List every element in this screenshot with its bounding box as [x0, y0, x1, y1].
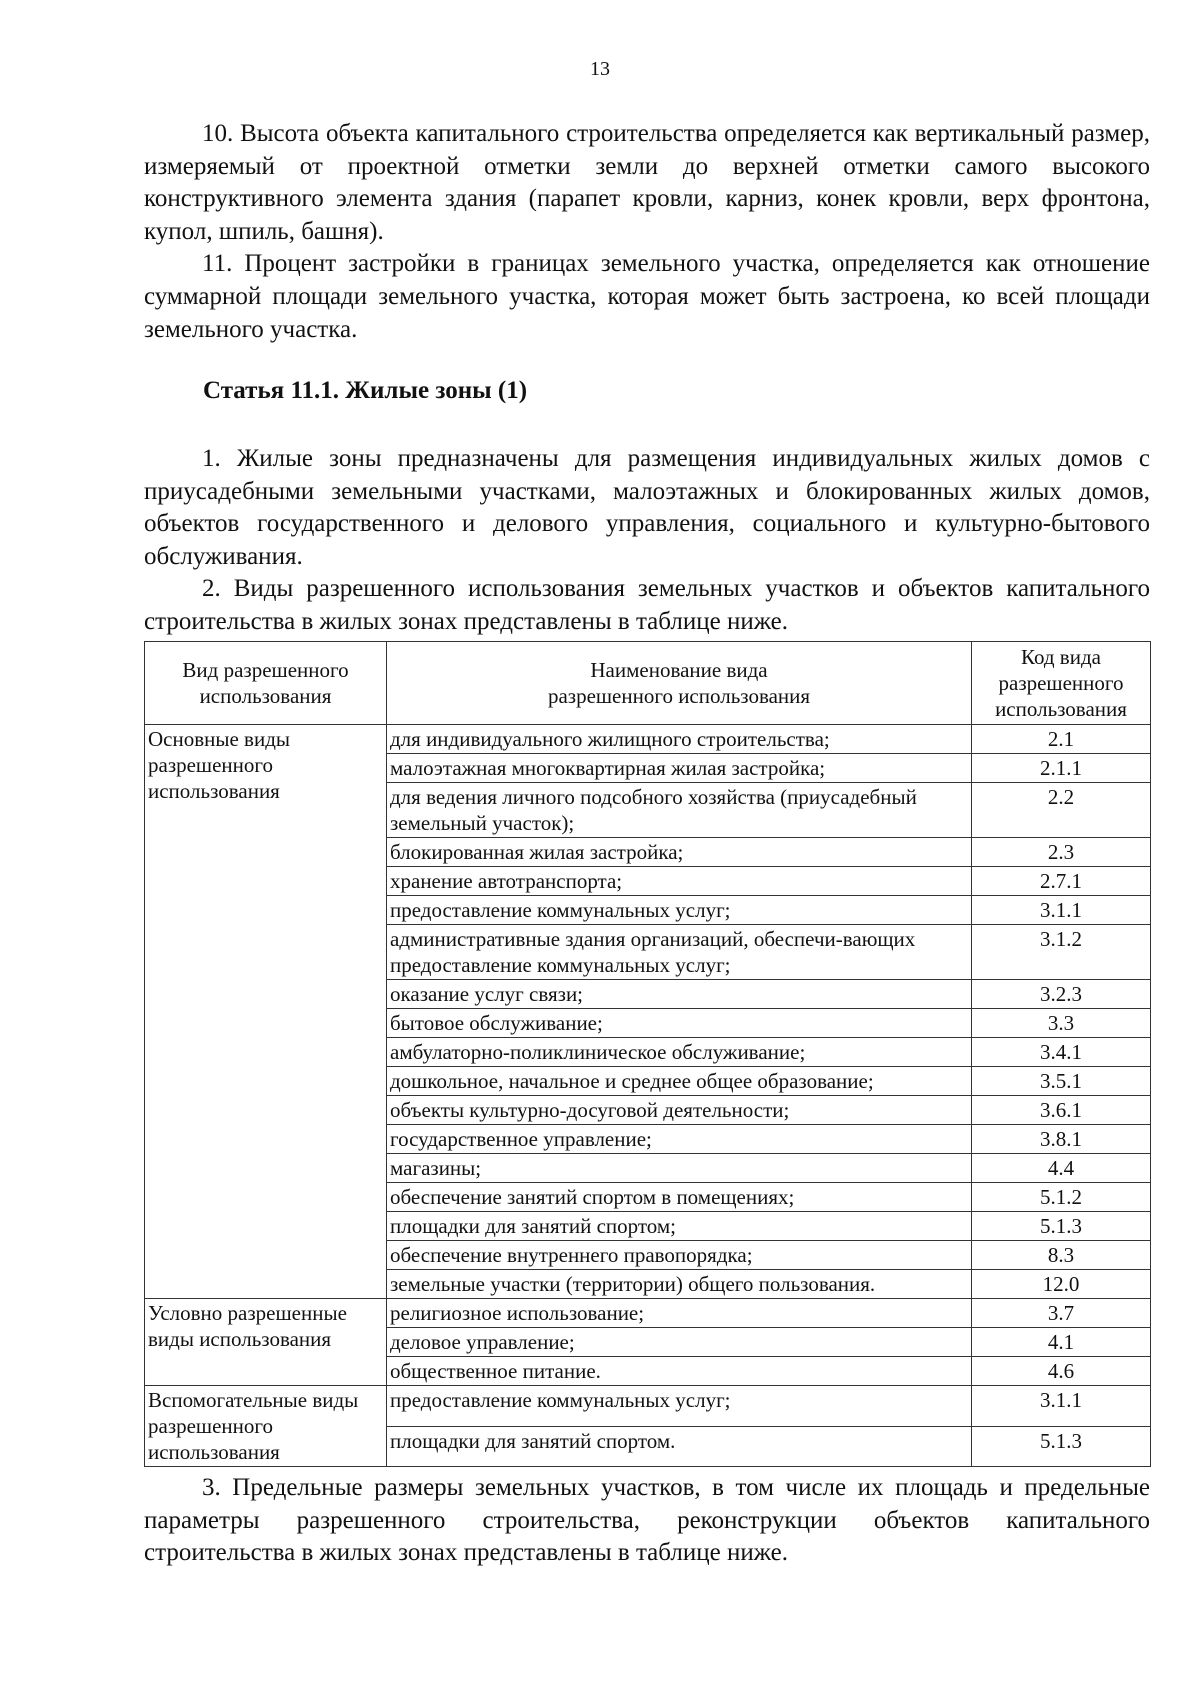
header-use-name-line2: разрешенного использования — [547, 684, 811, 708]
use-name-cell: хранение автотранспорта; — [387, 867, 972, 896]
use-code-cell: 3.1.1 — [972, 896, 1151, 925]
article-heading: Статья 11.1. Жилые зоны (1) — [203, 377, 528, 404]
use-code-cell: 3.1.2 — [972, 925, 1151, 980]
table-body — [145, 725, 1151, 1467]
use-group-label: Основные виды разрешенного использования — [145, 725, 387, 1299]
article-paragraphs — [144, 443, 1150, 639]
table-row — [145, 1386, 1151, 1427]
use-code-cell: 5.1.3 — [972, 1426, 1151, 1467]
paragraph-10: 10. Высота объекта капитального строительства определяется как вертикальный размер, измеряемый от проектной отметки земли до верхней отметки самого высокого конструктивного элемента здания (парапет кровли, карниз, конек кровли, верх фронтона, купол, шпиль, башня). — [144, 120, 1150, 245]
use-code-cell: 12.0 — [972, 1270, 1151, 1299]
use-code-cell: 2.7.1 — [972, 867, 1151, 896]
use-name-cell: оказание услуг связи; — [387, 980, 972, 1009]
table-header-row — [145, 642, 1151, 725]
use-code-cell: 3.2.3 — [972, 980, 1151, 1009]
use-code-cell: 2.1 — [972, 725, 1151, 754]
use-name-cell: общественное питание. — [387, 1357, 972, 1386]
use-name-cell: деловое управление; — [387, 1328, 972, 1357]
header-use-code: Код вида разрешенного использования — [972, 642, 1151, 725]
page-number: 13 — [590, 58, 610, 80]
use-name-cell: амбулаторно-поликлиническое обслуживание; — [387, 1038, 972, 1067]
use-name-cell: площадки для занятий спортом; — [387, 1212, 972, 1241]
use-code-cell: 2.3 — [972, 838, 1151, 867]
closing-paragraph-block — [144, 1472, 1150, 1570]
use-code-cell: 4.4 — [972, 1154, 1151, 1183]
use-name-cell: площадки для занятий спортом. — [387, 1426, 972, 1467]
use-code-cell: 3.6.1 — [972, 1096, 1151, 1125]
use-name-cell: блокированная жилая застройка; — [387, 838, 972, 867]
use-code-cell: 3.7 — [972, 1299, 1151, 1328]
use-name-cell: предоставление коммунальных услуг; — [387, 896, 972, 925]
table-row — [145, 1299, 1151, 1328]
use-name-cell: дошкольное, начальное и среднее общее образование; — [387, 1067, 972, 1096]
use-code-cell: 3.8.1 — [972, 1125, 1151, 1154]
paragraph-3: 3. Предельные размеры земельных участков, в том числе их площадь и предельные параметры разрешенного строительства, реконструкции объектов капитального строительства в жилых зонах представлены в таблице ниже. — [144, 1474, 1150, 1567]
use-code-cell: 8.3 — [972, 1241, 1151, 1270]
header-use-name — [387, 642, 972, 725]
use-code-cell: 5.1.2 — [972, 1183, 1151, 1212]
use-name-cell: религиозное использование; — [387, 1299, 972, 1328]
table-row — [145, 725, 1151, 754]
use-code-cell: 2.2 — [972, 783, 1151, 838]
use-name-cell: государственное управление; — [387, 1125, 972, 1154]
paragraph-11: 11. Процент застройки в границах земельного участка, определяется как отношение суммарной площади земельного участка, которая может быть застроена, ко всей площади земельного участка. — [144, 250, 1150, 343]
permitted-uses-table — [144, 641, 1151, 1467]
use-name-cell: для индивидуального жилищного строительства; — [387, 725, 972, 754]
use-name-cell: объекты культурно-досуговой деятельности; — [387, 1096, 972, 1125]
use-code-cell: 4.6 — [972, 1357, 1151, 1386]
use-name-cell: малоэтажная многоквартирная жилая застройка; — [387, 754, 972, 783]
use-code-cell: 3.5.1 — [972, 1067, 1151, 1096]
article-paragraph-2: 2. Виды разрешенного использования земельных участков и объектов капитального строительства в жилых зонах представлены в таблице ниже. — [144, 575, 1150, 635]
use-group-label: Вспомогательные виды разрешенного использования — [145, 1386, 387, 1467]
use-name-cell: обеспечение занятий спортом в помещениях; — [387, 1183, 972, 1212]
use-name-cell: обеспечение внутреннего правопорядка; — [387, 1241, 972, 1270]
use-name-cell: бытовое обслуживание; — [387, 1009, 972, 1038]
use-name-cell: предоставление коммунальных услуг; — [387, 1386, 972, 1427]
use-code-cell: 4.1 — [972, 1328, 1151, 1357]
use-name-cell: административные здания организаций, обеспечи-вающих предоставление коммунальных услуг; — [387, 925, 972, 980]
use-code-cell: 5.1.3 — [972, 1212, 1151, 1241]
header-use-name-line1: Наименование вида — [590, 658, 768, 682]
use-name-cell: для ведения личного подсобного хозяйства (приусадебный земельный участок); — [387, 783, 972, 838]
use-name-cell: магазины; — [387, 1154, 972, 1183]
use-name-cell: земельные участки (территории) общего пользования. — [387, 1270, 972, 1299]
use-code-cell: 3.1.1 — [972, 1386, 1151, 1427]
article-paragraph-1: 1. Жилые зоны предназначены для размещения индивидуальных жилых домов с приусадебными земельными участками, малоэтажных и блокированных жилых домов, объектов государственного и делового управления, социального и культурно-бытового обслуживания. — [144, 445, 1150, 570]
header-use-type: Вид разрешенного использования — [145, 642, 387, 725]
use-code-cell: 2.1.1 — [972, 754, 1151, 783]
use-code-cell: 3.3 — [972, 1009, 1151, 1038]
use-code-cell: 3.4.1 — [972, 1038, 1151, 1067]
use-group-label: Условно разрешенные виды использования — [145, 1299, 387, 1386]
intro-paragraphs — [144, 118, 1150, 346]
